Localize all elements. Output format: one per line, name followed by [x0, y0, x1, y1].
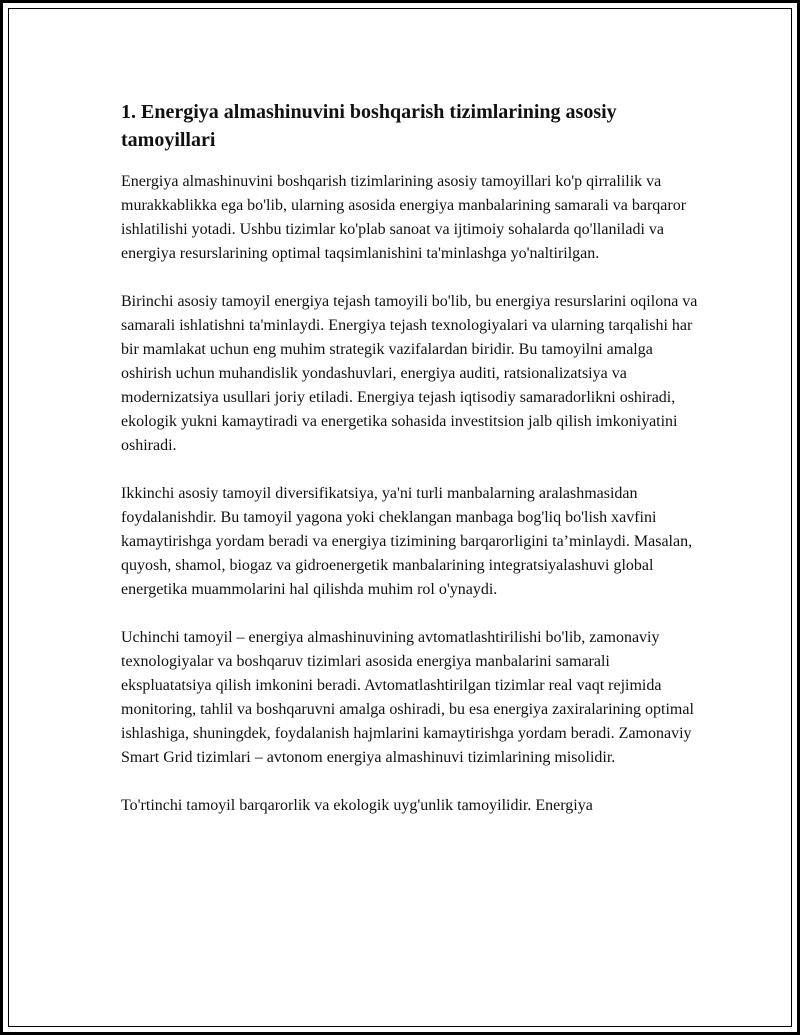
paragraph-5: To'rtinchi tamoyil barqarorlik va ekologik uyg'unlik tamoyilidir. Energiya	[121, 797, 593, 814]
section-heading: 1. Energiya almashinuvini boshqarish tizimlarining asosiy tamoyillari	[121, 101, 617, 151]
paragraph-1: Energiya almashinuvini boshqarish tizimlarining asosiy tamoyillari ko'p qirralilik va murakkablikka ega bo'lib, ularning asosida energiya manbalarining samarali va barqaror ishlatilishi yotadi. Ushbu tizimlar ko'plab sanoat va ijtimoiy sohalarda qo'llaniladi va energiya resurslarining optimal taqsimlanishini ta'minlashga yo'naltirilgan.	[121, 173, 687, 262]
document-body	[121, 98, 701, 842]
paragraph-3: Ikkinchi asosiy tamoyil diversifikatsiya, ya'ni turli manbalarning aralashmasidan foydalanishdir. Bu tamoyil yagona yoki cheklangan manbaga bog'liq bo'lish xavfini kamaytirishga yordam beradi va energiya tizimining barqarorligini ta’minlaydi. Masalan, quyosh, shamol, biogaz va gidroenergetik manbalarining integratsiyalashuvi global energetika muammolarini hal qilishda muhim rol o'ynaydi.	[121, 485, 693, 598]
paragraph-2: Birinchi asosiy tamoyil energiya tejash tamoyili bo'lib, bu energiya resurslarini oqilona va samarali ishlatishni ta'minlaydi. Energiya tejash texnologiyalari va ularning tarqalishi har bir mamlakat uchun eng muhim strategik vazifalardan biridir. Bu tamoyilni amalga oshirish uchun muhandislik yondashuvlari, energiya auditi, ratsionalizatsiya va modernizatsiya usullari joriy etiladi. Energiya tejash iqtisodiy samaradorlikni oshiradi, ekologik yukni kamaytiradi va energetika sohasida investitsion jalb qilish imkoniyatini oshiradi.	[121, 293, 698, 454]
paragraph-4: Uchinchi tamoyil – energiya almashinuvining avtomatlashtirilishi bo'lib, zamonaviy texnologiyalar va boshqaruv tizimlari asosida energiya manbalarini samarali ekspluatatsiya qilish imkonini beradi. Avtomatlashtirilgan tizimlar real vaqt rejimida monitoring, tahlil va boshqaruvni amalga oshiradi, bu esa energiya zaxiralarining optimal ishlashiga, shuningdek, foydalanish hajmlarini kamaytirishga yordam beradi. Zamonaviy Smart Grid tizimlari – avtonom energiya almashinuvi tizimlarining misolidir.	[121, 629, 694, 766]
